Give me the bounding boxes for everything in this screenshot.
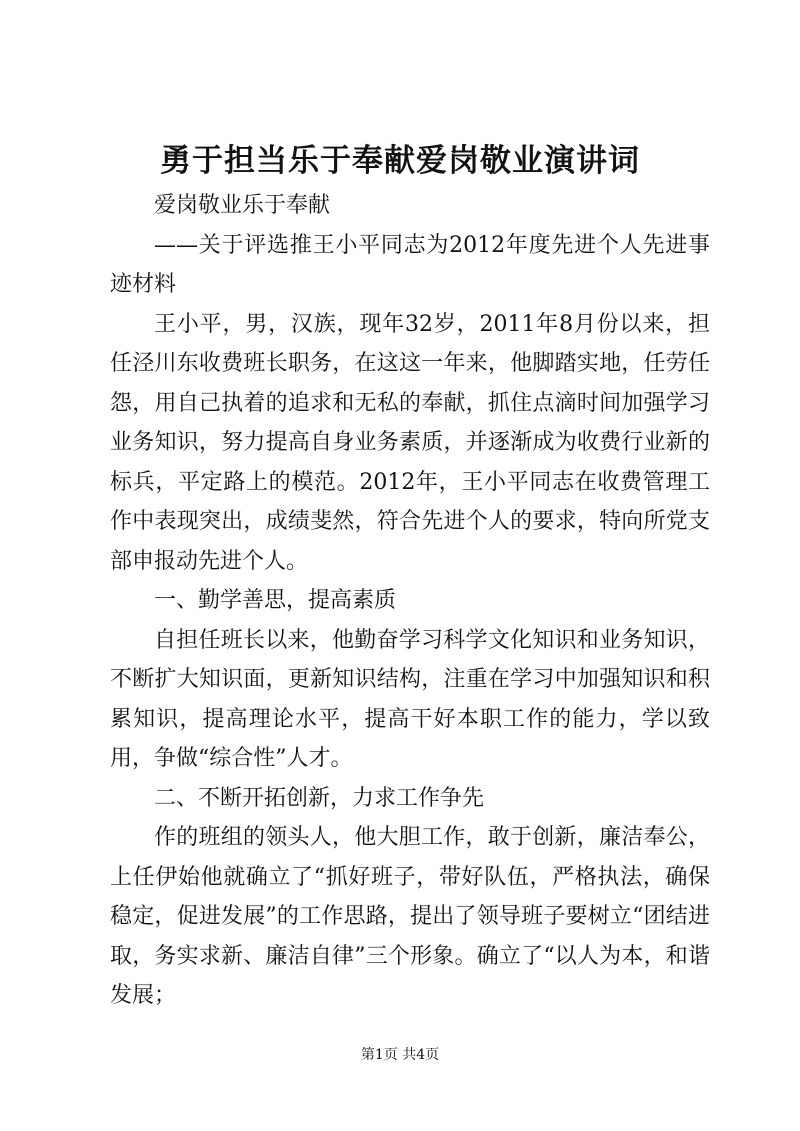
intro-paragraph: 王小平，男，汉族，现年32岁，2011年8月份以来，担任泾川东收费班长职务，在这这一年来，他脚踏实地，任劳任怨，用自己执着的追求和无私的奉献，抓住点滴时间加强学习业务知识，努力提高自身业务素质，并逐渐成为收费行业新的标兵，平定路上的模范。2012年，王小平同志在收费管理工作中表现突出，成绩斐然，符合先进个人的要求，特向所党支部申报动先进个人。 bbox=[110, 311, 710, 574]
document-title: 勇于担当乐于奉献爱岗敬业演讲词 bbox=[160, 143, 640, 179]
section-2-paragraph: 作的班组的领头人，他大胆工作，敢于创新，廉洁奉公，上任伊始他就确立了“抓好班子，带好队伍，严格执法，确保稳定，促进发展”的工作思路，提出了领导班子要树立“团结进取，务实求新、廉洁自律”三个形象。确立了“以人为本，和谐发展； bbox=[110, 825, 710, 1008]
document-body bbox=[110, 186, 710, 1016]
section-heading-2: 二、不断开拓创新，力求工作争先 bbox=[154, 785, 485, 811]
section-heading-1: 一、勤学善思，提高素质 bbox=[154, 588, 397, 613]
subtitle-paragraph: 爱岗敬业乐于奉献 bbox=[154, 193, 331, 218]
page-footer: 第1页 共4页 bbox=[360, 1047, 440, 1063]
subheading-paragraph: ——关于评选推王小平同志为2012年度先进个人先进事迹材料 bbox=[110, 232, 710, 297]
section-1-paragraph: 自担任班长以来，他勤奋学习科学文化知识和业务知识，不断扩大知识面，更新知识结构，注重在学习中加强知识和积累知识，提高理论水平，提高干好本职工作的能力，学以致用，争做“综合性”人才。 bbox=[110, 627, 710, 771]
